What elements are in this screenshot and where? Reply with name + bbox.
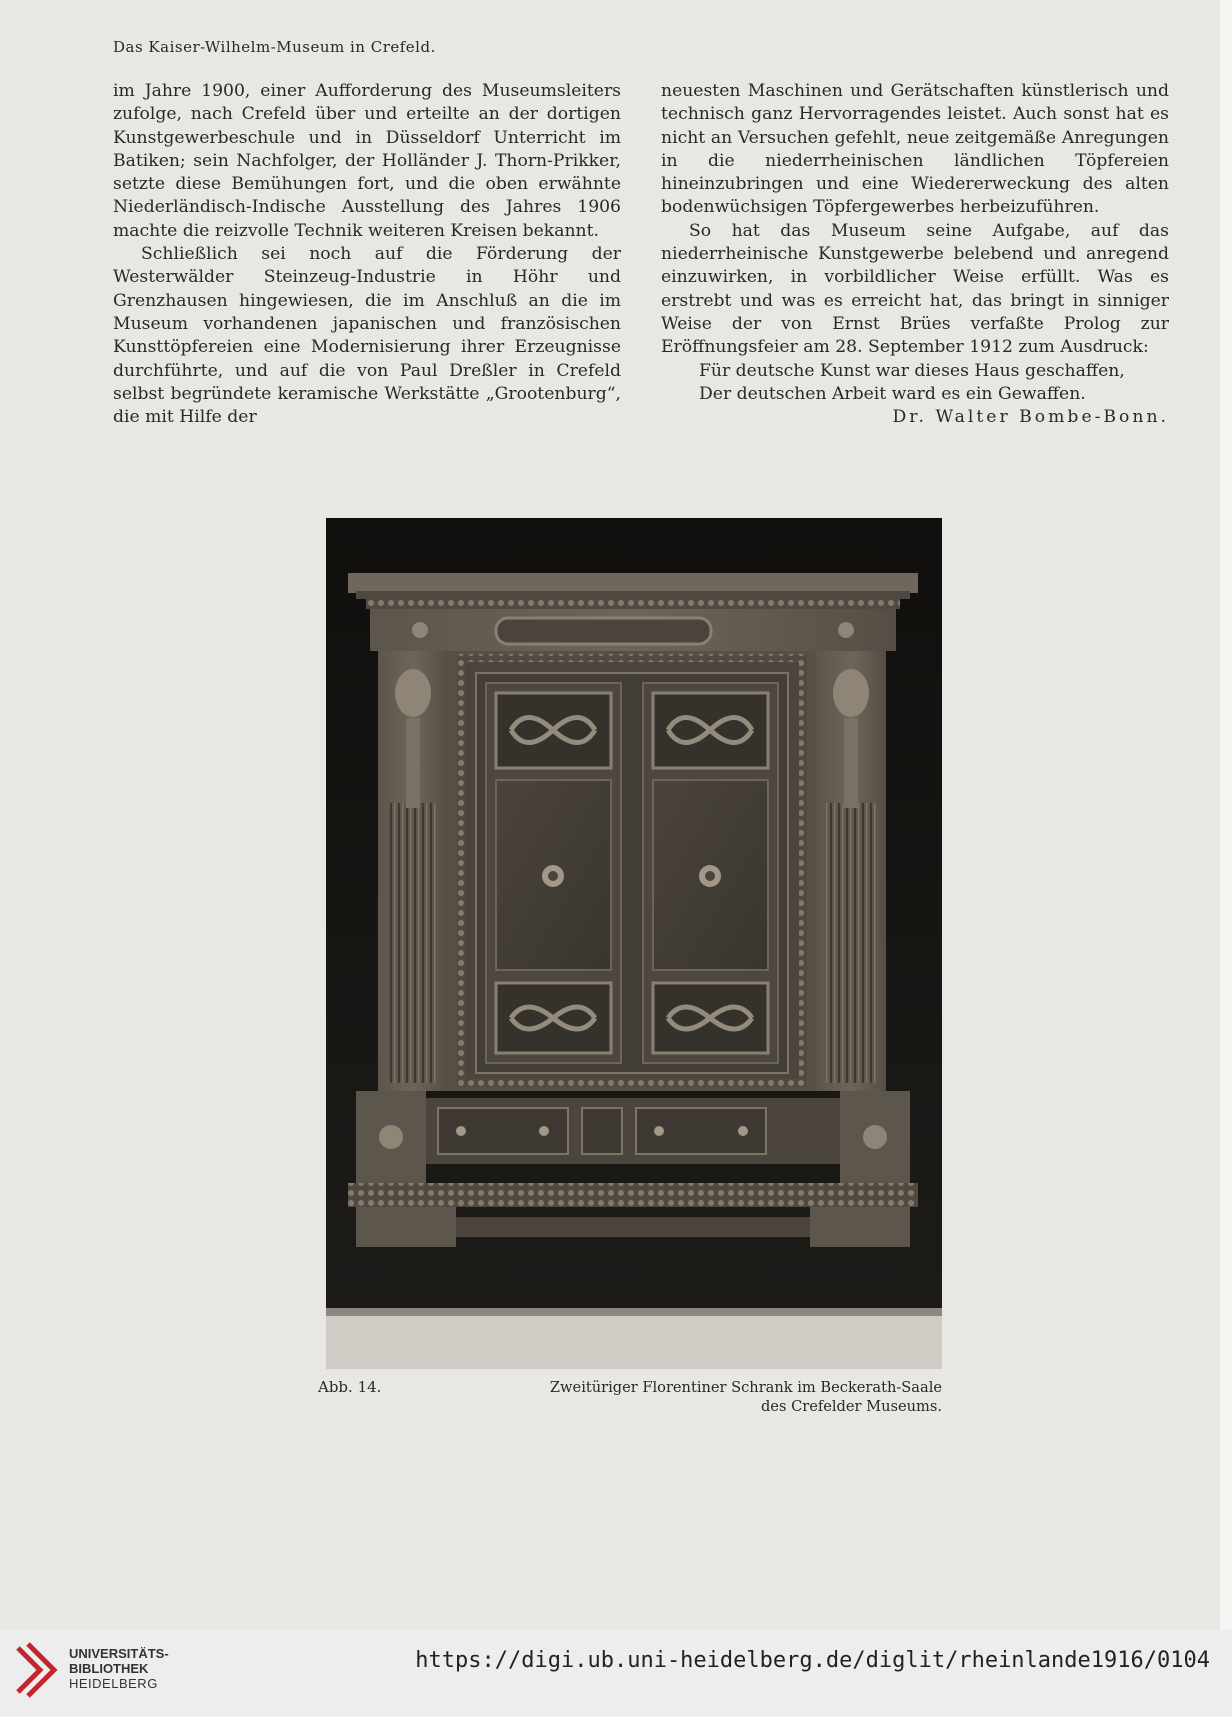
- library-name[interactable]: [69, 1646, 169, 1691]
- page-edge: [1220, 0, 1232, 1630]
- library-name-line-1: UNIVERSITÄTS-: [69, 1646, 169, 1661]
- verse-line-2: Der deutschen Arbeit ward es ein Gewaffen.: [699, 383, 1086, 404]
- cabinet-photograph: [326, 518, 942, 1369]
- verse-line-1: Für deutsche Kunst war dieses Haus geschaffen,: [699, 360, 1125, 381]
- running-head: Das Kaiser-Wilhelm-Museum in Crefeld.: [113, 38, 436, 56]
- cabinet-illustration: [326, 518, 942, 1369]
- right-paragraph-1: neuesten Maschinen und Gerätschaften künstlerisch und technisch ganz Hervorragendes leistet. Auch sonst hat es nicht an Versuchen gefehlt, neue zeitgemäße Anregungen in die niederrheinischen ländlichen Töpfereien hineinzubringen und eine Wiedererweckung des alten bodenwüchsigen Töpfergewerbes herbeizuführen.: [661, 81, 1169, 218]
- figure-caption-line-2: des Crefelder Museums.: [760, 1398, 942, 1415]
- author-signature: Dr. Walter Bombe-Bonn.: [892, 407, 1169, 428]
- library-name-line-3: HEIDELBERG: [69, 1676, 158, 1691]
- source-url-link[interactable]: https://digi.ub.uni-heidelberg.de/diglit/rheinlande1916/0104: [415, 1648, 1210, 1673]
- figure-caption: [550, 1378, 942, 1416]
- figure-label: Abb. 14.: [318, 1378, 382, 1396]
- library-logo-icon[interactable]: [14, 1640, 60, 1700]
- right-paragraph-2: So hat das Museum seine Aufgabe, auf das niederrheinische Kunstgewerbe belebend und anregend einzuwirken, in vorbildlicher Weise erfüllt. Was es erstrebt und was es erreicht hat, das bringt in sinniger Weise der von Ernst Brües verfaßte Prolog zur Eröffnungsfeier am 28. September 1912 zum Ausdruck:: [661, 220, 1169, 358]
- left-column: [113, 80, 621, 429]
- footer-bar: [0, 1630, 1232, 1717]
- left-paragraph-2: Schließlich sei noch auf die Förderung der Westerwälder Steinzeug-Industrie in Höhr und Grenzhausen hingewiesen, die im Anschluß an die im Museum vorhandenen japanischen und französischen Kunsttöpfereien eine Modernisierung ihrer Erzeugnisse durchführte, und auf die von Paul Dreßler in Crefeld selbst begründete keramische Werkstätte „Grootenburg“, die mit Hilfe der: [113, 244, 621, 428]
- figure-caption-line-1: Zweitüriger Florentiner Schrank im Beckerath-Saale: [549, 1379, 942, 1396]
- library-name-line-2: BIBLIOTHEK: [69, 1661, 149, 1676]
- right-column: [661, 80, 1169, 429]
- left-paragraph-1: im Jahre 1900, einer Aufforderung des Museumsleiters zufolge, nach Crefeld über und erteilte an der dortigen Kunstgewerbeschule und in Düsseldorf Unterricht im Batiken; sein Nachfolger, der Holländer J. Thorn-Prikker, setzte diese Bemühungen fort, und die oben erwähnte Niederländisch-Indische Ausstellung des Jahres 1906 machte die reizvolle Technik weiteren Kreisen bekannt.: [113, 81, 621, 241]
